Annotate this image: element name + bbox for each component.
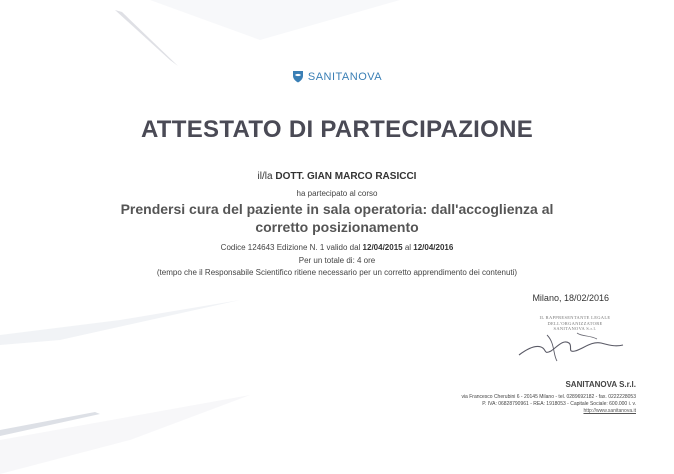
- footer-address: via Francesco Cherubini 6 - 20145 Milano - tel. 0289692182 - fax. 0222228053: [461, 394, 636, 400]
- participant-line: [0, 171, 674, 182]
- course-title-line-2: corretto posizionamento: [255, 219, 419, 235]
- brand-logo: [0, 70, 674, 83]
- certificate-title: ATTESTATO DI PARTECIPAZIONE: [140, 116, 534, 143]
- course-title: [0, 200, 674, 236]
- brand-name: SANITANOVA: [307, 70, 383, 83]
- signature-line-2: DELL'ORGANIZZATORE: [547, 320, 603, 326]
- place-date: Milano, 18/02/2016: [532, 293, 609, 303]
- signature-scribble: [517, 325, 627, 365]
- scientific-note: (tempo che il Responsabile Scientifico ritiene necessario per un corretto apprendimento dei contenuti): [156, 268, 518, 277]
- valid-to-prefix: al: [402, 243, 414, 252]
- signature-line-3: SANITANOVA S.r.l.: [553, 326, 597, 331]
- course-code-line: [0, 243, 674, 252]
- footer-company: SANITANOVA S.r.l.: [565, 380, 636, 389]
- participant-name: DOTT. GIAN MARCO RASICCI: [275, 171, 417, 182]
- valid-to-date: 12/04/2016: [413, 243, 454, 252]
- valid-from-date: 12/04/2015: [362, 243, 403, 252]
- shield-icon: [292, 70, 304, 83]
- participant-prefix: il/la: [257, 171, 273, 182]
- footer-fiscal: P. IVA: 06828790961 - REA: 1918053 - Capitale Sociale: 600.000 i. v.: [482, 401, 636, 407]
- total-hours: Per un totale di: 4 ore: [298, 256, 376, 265]
- signature-line-1: IL RAPPRESENTANTE LEGALE: [539, 315, 611, 320]
- course-intro: ha partecipato al corso: [296, 189, 378, 198]
- course-code: Codice 124643 Edizione N. 1 valido dal: [220, 243, 363, 252]
- footer-website-link[interactable]: http://www.sanitanova.it: [583, 408, 636, 414]
- course-title-line-1: Prendersi cura del paziente in sala operatoria: dall'accoglienza al: [120, 201, 554, 217]
- signature-block: [515, 315, 635, 332]
